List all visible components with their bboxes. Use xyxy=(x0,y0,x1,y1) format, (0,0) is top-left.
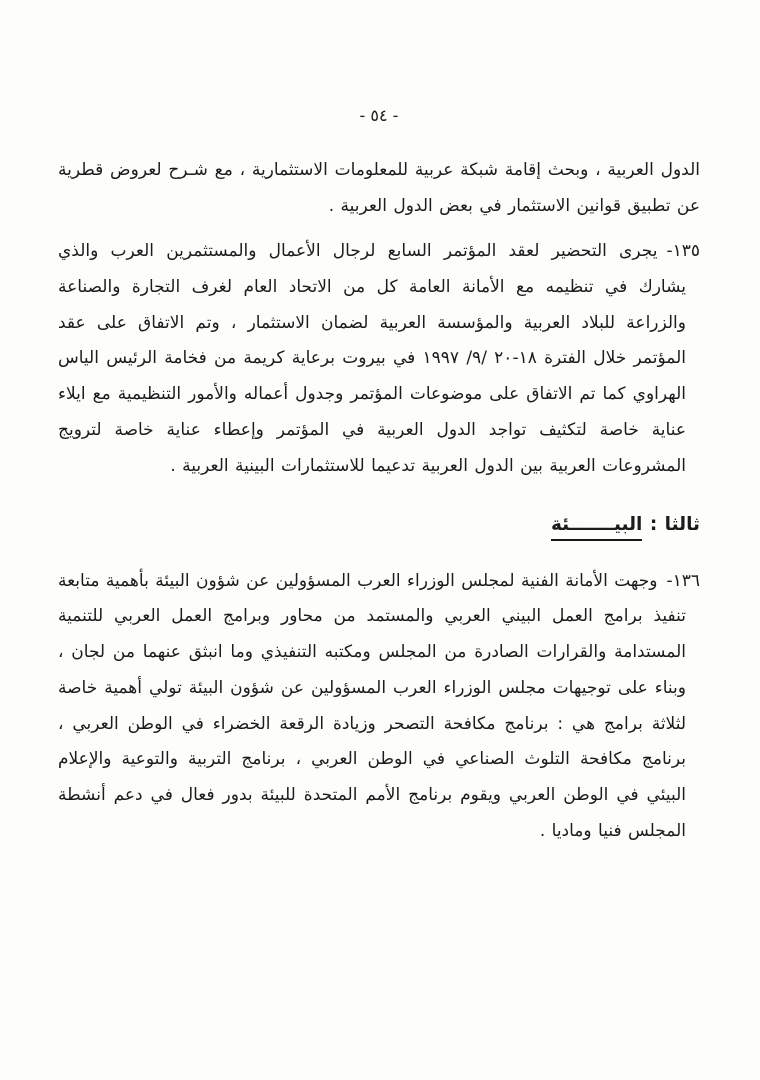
paragraph-135-number: ١٣٥- xyxy=(666,241,700,262)
paragraph-135-text: يجرى التحضير لعقد المؤتمر السابع لرجال الأعمال والمستثمرين العرب والذي يشارك في تنظيمه مع الأمانة العامة كل من الاتحاد العام لغرف التجارة والصناعة والزراعة للبلاد العربية والمؤسسة العربية لضمان الاستثمار ، وتم الاتفاق على عقد المؤتمر خلال الفترة ١٨-٢٠ /٩/ ١٩٩٧ في بيروت برعاية كريمة من فخامة الرئيس الياس الهراوي كما تم الاتفاق على موضوعات المؤتمر وجدول أعماله والأمور التنظيمية مع ايلاء عناية خاصة لتكثيف تواجد الدول العربية في المؤتمر وإعطاء عناية خاصة لترويج المشروعات العربية بين الدول العربية تدعيما للاستثمارات البينية العربية . xyxy=(58,241,686,476)
section-heading xyxy=(58,510,700,540)
section-heading-title: البيـــــــئة xyxy=(551,514,642,541)
paragraph-continuation: الدول العربية ، وبحث إقامة شبكة عربية للمعلومات الاستثمارية ، مع شـرح لعروض قطرية عن تطبيق قوانين الاستثمار في بعض الدول العربية . xyxy=(58,160,700,216)
paragraph-135 xyxy=(58,234,700,484)
paragraph-136 xyxy=(58,564,700,850)
page-content xyxy=(58,153,700,849)
paragraph-136-number: ١٣٦- xyxy=(666,570,700,591)
paragraph-136-text: وجهت الأمانة الفنية لمجلس الوزراء العرب المسؤولين عن شؤون البيئة بأهمية متابعة تنفيذ برامج العمل البيني العربي والمستمد من محاور وبرامج العمل العربي للتنمية المستدامة والقرارات الصادرة من المجلس ومكتبه التنفيذي وما انبثق عنهما من لجان ، وبناء على توجيهات مجلس الوزراء العرب المسؤولين عن شؤون البيئة تولي أهمية خاصة لثلاثة برامج هي : برنامج مكافحة التصحر وزيادة الرقعة الخضراء في الوطن العربي ، برنامج مكافحة التلوث الصناعي في الوطن العربي ، برنامج التربية والتوعية والإعلام البيئي في الوطن العربي ويقوم برنامج الأمم المتحدة للبيئة بدور فعال في دعم أنشطة المجلس فنيا وماديا . xyxy=(57,570,686,841)
page-number: - ٥٤ - xyxy=(359,106,399,125)
section-heading-prefix: ثالثا : xyxy=(642,514,700,536)
